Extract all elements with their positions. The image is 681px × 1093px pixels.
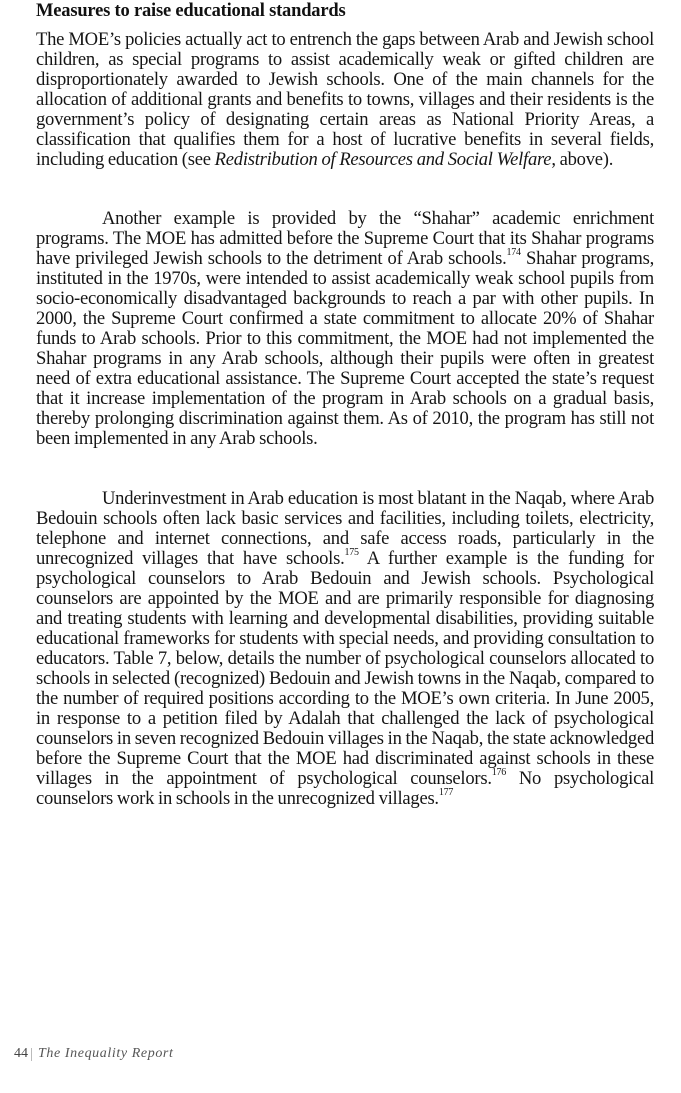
text-run: Shahar programs, instituted in the 1970s, were intended to assist academically weak school pupils from socio-economically disadvantaged backgrounds to reach a par with other pupils. In 2000, the Supreme Court confirmed a state commitment to allocate 20% of Shahar funds to Arab schools. Prior to this commitment, the MOE had not implemented the Shahar programs in any Arab schools, although their pupils were often in greatest need of extra educational assistance. The Supreme Court accepted the state’s request that it increase implementation of the program in Arab schools on a gradual basis, thereby prolonging discrimination against them. As of 2010, the program has still not been implemented in any Arab schools.: [36, 248, 654, 449]
paragraph-1: [36, 30, 654, 170]
text-run: Underinvestment in Arab education is most blatant in the Naqab, where Arab Bedouin schools often lack basic services and facilities, including toilets, electricity, telephone and internet connections, and safe access roads, particularly in the unrecognized villages that have schools.: [36, 488, 654, 569]
text-run: , above).: [551, 149, 614, 170]
page-number: 44: [14, 1046, 28, 1061]
footer-divider: [31, 1048, 32, 1061]
footnote-reference: 177: [438, 786, 454, 798]
text-run: Another example is provided by the “Shahar” academic enrichment programs. The MOE has admitted before the Supreme Court that its Shahar programs have privileged Jewish schools to the detriment of Arab schools.: [36, 208, 654, 269]
text-run: The MOE’s policies actually act to entrench the gaps between Arab and Jewish school children, as special programs to assist academically weak or gifted children are disproportionately awarded to Jewish schools. One of the main channels for the allocation of additional grants and benefits to towns, villages and their residents is the government’s policy of designating certain areas as National Priority Areas, a classification that qualifies them for a host of lucrative benefits in several fields, including education (see: [36, 29, 654, 170]
footnote-reference: 174: [506, 246, 521, 258]
footnote-reference: 176: [491, 766, 506, 778]
section-heading: Measures to raise educational standards: [36, 1, 346, 21]
italic-reference: Redistribution of Resources and Social Welfare: [214, 149, 552, 170]
footnote-reference: 175: [344, 546, 359, 558]
publication-title: The Inequality Report: [38, 1046, 174, 1061]
text-run: A further example is the funding for psychological counselors to Arab Bedouin and Jewish schools. Psychological counselors are appointed by the MOE and are primarily responsible for diagnosing and treating students with learning and developmental disabilities, providing suitable educational frameworks for students with special needs, and providing consultation to educators. Table 7, below, details the number of psychological counselors allocated to schools in selected (recognized) Bedouin and Jewish towns in the Naqab, compared to the number of required positions according to the MOE’s own criteria. In June 2005, in response to a petition filed by Adalah that challenged the lack of psychological counselors in seven recognized Bedouin villages in the Naqab, the state acknowledged before the Supreme Court that the MOE had discriminated against schools in these villages in the appointment of psychological counselors.: [36, 548, 654, 789]
text-run: No psychological counselors work in schools in the unrecognized villages.: [36, 768, 654, 809]
page-footer: [14, 1045, 173, 1063]
paragraph-3: [36, 489, 654, 809]
paragraph-2: [36, 209, 654, 449]
